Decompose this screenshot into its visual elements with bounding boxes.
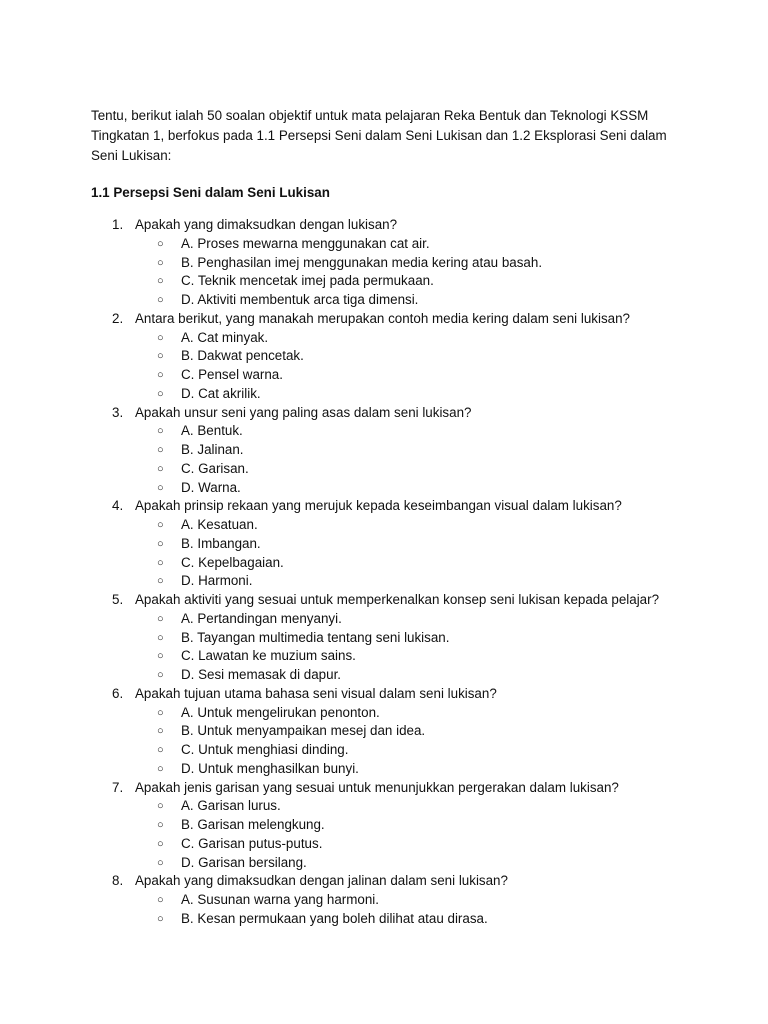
hollow-circle-bullet-icon: ○	[157, 350, 164, 363]
question-number: 5.	[112, 592, 124, 607]
hollow-circle-bullet-icon: ○	[157, 631, 164, 644]
option-text: D. Garisan bersilang.	[181, 854, 307, 870]
option-text: B. Jalinan.	[181, 442, 244, 457]
option-text: C. Teknik mencetak imej pada permukaan.	[181, 273, 434, 289]
option-text: A. Proses mewarna menggunakan cat air.	[181, 235, 430, 251]
hollow-circle-bullet-icon: ○	[157, 481, 164, 494]
option-text: B. Dakwat pencetak.	[181, 348, 304, 364]
option-text: C. Kepelbagaian.	[181, 554, 284, 570]
hollow-circle-bullet-icon: ○	[157, 444, 164, 456]
question-item	[91, 872, 691, 928]
option-text: B. Imbangan.	[181, 535, 261, 551]
option-list	[135, 797, 691, 872]
hollow-circle-bullet-icon: ○	[157, 650, 164, 663]
question-number: 1.	[112, 217, 124, 232]
hollow-circle-bullet-icon: ○	[157, 237, 164, 250]
option-item	[135, 329, 691, 348]
question-text: Apakah jenis garisan yang sesuai untuk menunjukkan pergerakan dalam lukisan?	[135, 779, 619, 795]
hollow-circle-bullet-icon: ○	[157, 556, 164, 569]
option-text: B. Penghasilan imej menggunakan media kering atau basah.	[181, 254, 543, 270]
question-text: Antara berikut, yang manakah merupakan contoh media kering dalam seni lukisan?	[135, 310, 630, 326]
option-text: C. Untuk menghiasi dinding.	[181, 742, 349, 757]
hollow-circle-bullet-icon: ○	[157, 519, 164, 531]
option-text: A. Kesatuan.	[181, 517, 258, 532]
question-text: Apakah aktiviti yang sesuai untuk memperkenalkan konsep seni lukisan kepada pelajar?	[135, 592, 660, 607]
option-item	[135, 572, 691, 591]
section-heading: 1.1 Persepsi Seni dalam Seni Lukisan	[91, 185, 330, 200]
option-list	[135, 235, 691, 310]
hollow-circle-bullet-icon: ○	[157, 669, 164, 681]
option-item	[135, 366, 691, 385]
hollow-circle-bullet-icon: ○	[157, 256, 164, 269]
hollow-circle-bullet-icon: ○	[157, 575, 164, 588]
option-item	[135, 610, 691, 629]
option-text: D. Warna.	[181, 479, 241, 495]
option-item	[135, 741, 691, 760]
hollow-circle-bullet-icon: ○	[157, 537, 164, 550]
hollow-circle-bullet-icon: ○	[157, 819, 164, 831]
option-item	[135, 760, 691, 779]
option-text: A. Garisan lurus.	[181, 798, 281, 814]
option-text: A. Susunan warna yang harmoni.	[181, 892, 380, 907]
hollow-circle-bullet-icon: ○	[157, 294, 164, 306]
question-text: Apakah yang dimaksudkan dengan lukisan?	[135, 217, 398, 232]
question-number: 8.	[112, 873, 124, 889]
question-item	[91, 591, 691, 685]
question-item	[91, 685, 691, 779]
option-item	[135, 554, 691, 573]
question-item	[91, 216, 691, 310]
option-text: C. Garisan putus-putus.	[181, 835, 323, 851]
option-item	[135, 479, 691, 498]
option-text: C. Pensel warna.	[181, 367, 283, 382]
question-item	[91, 404, 691, 498]
hollow-circle-bullet-icon: ○	[157, 725, 164, 738]
question-list	[91, 216, 691, 929]
option-item	[135, 254, 691, 273]
option-text: D. Cat akrilik.	[181, 385, 261, 401]
option-list	[135, 610, 691, 685]
hollow-circle-bullet-icon: ○	[157, 837, 164, 850]
option-list	[135, 329, 691, 404]
question-number: 3.	[112, 404, 124, 420]
option-text: C. Garisan.	[181, 460, 249, 476]
option-item	[135, 347, 691, 366]
option-text: B. Tayangan multimedia tentang seni lukisan.	[181, 629, 450, 645]
option-item	[135, 235, 691, 254]
option-text: A. Bentuk.	[181, 423, 243, 439]
option-item	[135, 854, 691, 873]
option-item	[135, 629, 691, 648]
option-item	[135, 891, 691, 910]
question-item	[91, 497, 691, 591]
option-item	[135, 385, 691, 404]
option-text: A. Cat minyak.	[181, 329, 269, 345]
option-item	[135, 816, 691, 835]
question-number: 4.	[112, 498, 124, 514]
intro-paragraph: Tentu, berikut ialah 50 soalan objektif untuk mata pelajaran Reka Bentuk dan Teknologi KSSM Tingkatan 1, berfokus pada 1.1 Persepsi Seni dalam Seni Lukisan dan 1.2 Eksplorasi Seni dalam Seni Lukisan:	[91, 108, 667, 163]
option-text: A. Untuk mengelirukan penonton.	[181, 704, 380, 720]
option-text: D. Aktiviti membentuk arca tiga dimensi.	[181, 292, 419, 307]
option-list	[135, 516, 691, 591]
hollow-circle-bullet-icon: ○	[157, 275, 164, 288]
hollow-circle-bullet-icon: ○	[157, 425, 164, 438]
question-text: Apakah tujuan utama bahasa seni visual dalam seni lukisan?	[135, 685, 497, 701]
option-item	[135, 666, 691, 685]
question-item	[91, 779, 691, 873]
option-item	[135, 647, 691, 666]
option-item	[135, 272, 691, 291]
hollow-circle-bullet-icon: ○	[157, 894, 164, 906]
option-text: D. Sesi memasak di dapur.	[181, 667, 342, 682]
option-item	[135, 291, 691, 310]
option-item	[135, 441, 691, 460]
option-text: D. Untuk menghasilkan bunyi.	[181, 760, 359, 776]
option-text: C. Lawatan ke muzium sains.	[181, 648, 356, 664]
option-item	[135, 910, 691, 929]
hollow-circle-bullet-icon: ○	[157, 912, 164, 925]
option-text: B. Untuk menyampaikan mesej dan idea.	[181, 723, 426, 739]
hollow-circle-bullet-icon: ○	[157, 762, 164, 775]
hollow-circle-bullet-icon: ○	[157, 462, 164, 475]
question-text: Apakah prinsip rekaan yang merujuk kepada keseimbangan visual dalam lukisan?	[135, 498, 622, 514]
question-number: 6.	[112, 685, 124, 701]
option-item	[135, 722, 691, 741]
hollow-circle-bullet-icon: ○	[157, 612, 164, 625]
question-text: Apakah unsur seni yang paling asas dalam seni lukisan?	[135, 404, 472, 420]
option-item	[135, 460, 691, 479]
question-item	[91, 310, 691, 404]
option-list	[135, 422, 691, 497]
question-number: 2.	[112, 310, 124, 326]
option-item	[135, 535, 691, 554]
option-item	[135, 516, 691, 535]
option-item	[135, 422, 691, 441]
option-list	[135, 704, 691, 779]
question-text: Apakah yang dimaksudkan dengan jalinan dalam seni lukisan?	[135, 873, 508, 889]
hollow-circle-bullet-icon: ○	[157, 331, 164, 344]
option-item	[135, 704, 691, 723]
option-text: B. Kesan permukaan yang boleh dilihat atau dirasa.	[181, 910, 488, 926]
document-page	[91, 106, 691, 929]
question-number: 7.	[112, 779, 124, 795]
hollow-circle-bullet-icon: ○	[157, 856, 164, 869]
hollow-circle-bullet-icon: ○	[157, 706, 164, 719]
option-text: B. Garisan melengkung.	[181, 817, 325, 832]
option-item	[135, 797, 691, 816]
hollow-circle-bullet-icon: ○	[157, 744, 164, 756]
hollow-circle-bullet-icon: ○	[157, 800, 164, 813]
option-list	[135, 891, 691, 929]
hollow-circle-bullet-icon: ○	[157, 369, 164, 381]
option-text: A. Pertandingan menyanyi.	[181, 610, 342, 626]
option-item	[135, 835, 691, 854]
hollow-circle-bullet-icon: ○	[157, 387, 164, 400]
option-text: D. Harmoni.	[181, 573, 253, 589]
